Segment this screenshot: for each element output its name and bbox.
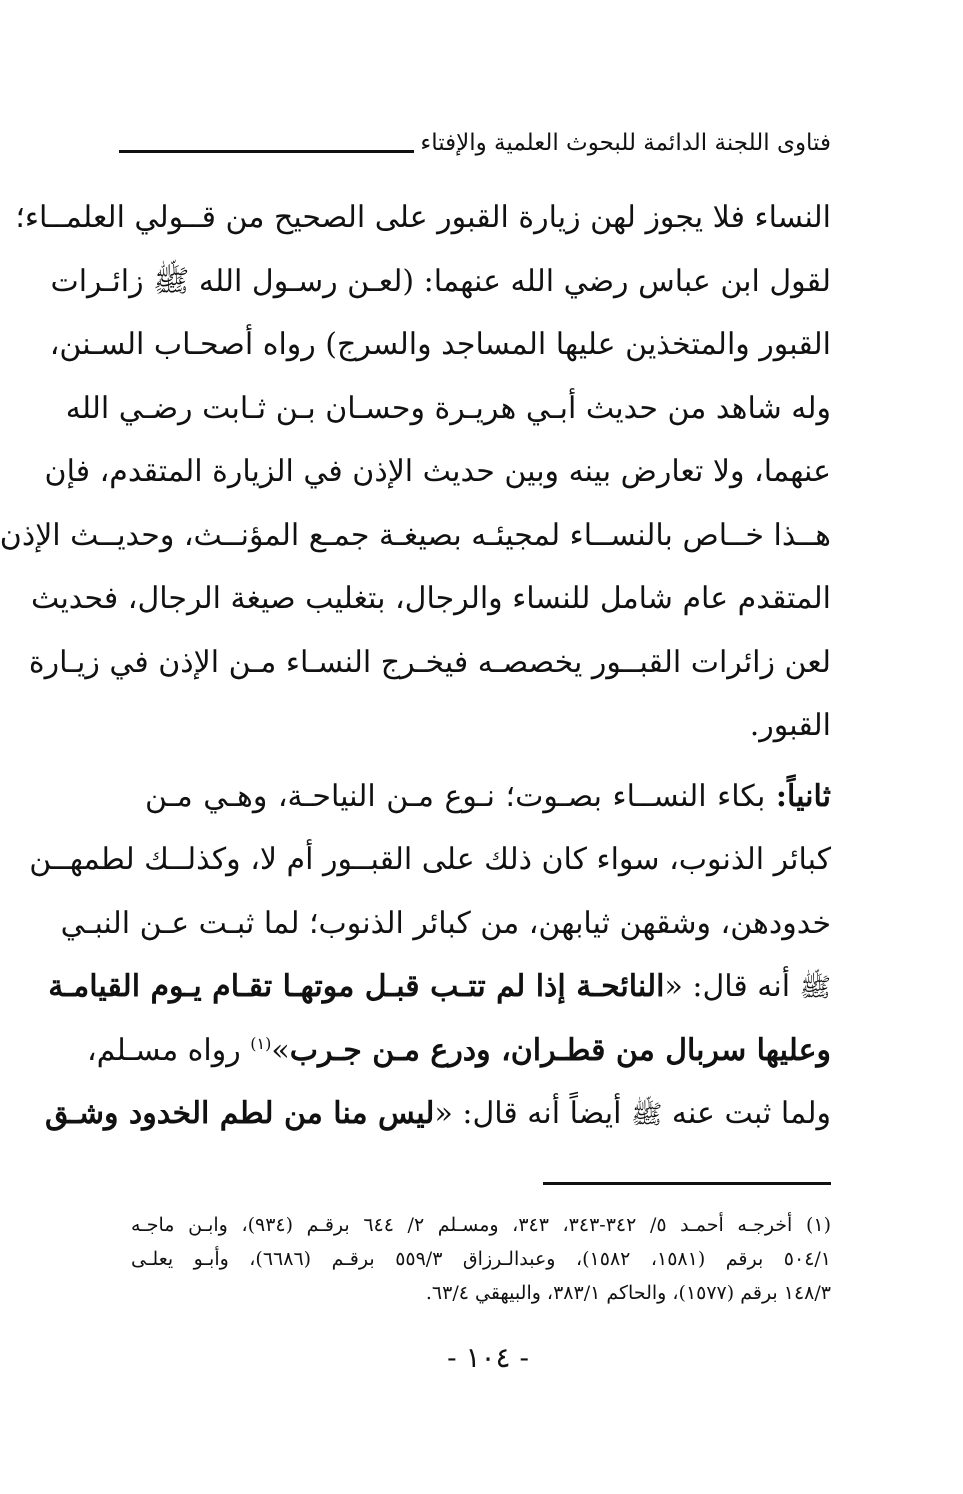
quote-close: » bbox=[271, 1032, 290, 1068]
salla-symbol: ﷺ bbox=[630, 1100, 663, 1130]
paragraph-2-line bbox=[145, 765, 831, 829]
body-text bbox=[0, 186, 831, 1146]
body-line: هــذا خــاص بالنســاء لمجيئـه بصيغـة جمـع المؤنــث، وحديــث الإذن bbox=[0, 517, 831, 553]
text-run: بكاء النســاء بصـوت؛ نـوع مـن النياحـة، وهـي مـن bbox=[145, 778, 776, 814]
hadith-quote: وعليها سربال من قطـران، ودرع مـن جـرب bbox=[289, 1032, 831, 1068]
paragraph-2-line bbox=[86, 1019, 831, 1083]
footnote-line: ١٤٨/٣ برقم (١٥٧٧)، والحاكم ٣٨٣/١، والبيهقي ٦٣/٤. bbox=[425, 1282, 831, 1304]
paragraph-2-line bbox=[48, 955, 831, 1019]
section-marker: ثانياً: bbox=[775, 778, 831, 814]
paragraph-2-line: كبائر الذنوب، سواء كان ذلك على القبــور أم لا، وكذلــك لطمهــن bbox=[29, 842, 831, 877]
salla-symbol: ﷺ bbox=[799, 973, 831, 1003]
body-line: القبور والمتخذين عليها المساجد والسرج) رواه أصحـاب السـنن، bbox=[49, 327, 831, 362]
body-line: لقول ابن عباس رضي الله عنهما: (لعـن رسـول الله ﷺ زائـرات bbox=[50, 263, 831, 299]
footnote-separator bbox=[543, 1182, 831, 1185]
footnote-line: (١) أخرجـه أحمـد ٥/ ٣٤٢-٣٤٣، ٣٤٣، ومسـلم ٢/ ٦٤٤ برقـم (٩٣٤)، وابـن ماجـه bbox=[131, 1214, 831, 1236]
body-line: النساء فلا يجوز لهن زيارة القبور على الصحيح من قــولي العلمــاء؛ bbox=[15, 200, 831, 235]
body-line: لعن زائرات القبــور يخصصـه فيخـرج النسـاء مـن الإذن في زيـارة bbox=[28, 644, 831, 680]
hadith-quote: ليس منا من لطم الخدود وشـق bbox=[45, 1096, 435, 1131]
paragraph-2-line bbox=[45, 1082, 831, 1146]
body-line: القبور. bbox=[749, 708, 831, 743]
text-run: ولما ثبت عنه bbox=[662, 1096, 831, 1131]
hadith-quote: النائحـة إذا لم تتـب قبـل موتهـا تقـام يـوم القيامـة bbox=[48, 969, 665, 1004]
text-run: أيضاً أنه قال: « bbox=[434, 1096, 631, 1131]
header-title: فتاوى اللجنة الدائمة للبحوث العلمية والإفتاء bbox=[414, 128, 831, 158]
paragraph-2-line: خدودهن، وشقهن ثيابهن، من كبائر الذنوب؛ لما ثبـت عـن النبـي bbox=[60, 905, 831, 941]
body-line: وله شاهد من حديث أبـي هريـرة وحسـان بـن ثـابت رضـي الله bbox=[65, 390, 831, 426]
body-line: عنهما، ولا تعارض بينه وبين حديث الإذن في الزيارة المتقدم، فإن bbox=[44, 454, 831, 489]
text-run: رواه مسـلم، bbox=[86, 1032, 251, 1068]
footnote-line: ٥٠٤/١ برقم (١٥٨١، ١٥٨٢)، وعبدالـرزاق ٥٥٩/٣ برقـم (٦٦٨٦)، وأبـو يعلـى bbox=[131, 1248, 832, 1270]
running-header bbox=[119, 128, 831, 162]
footnote-reference: (١) bbox=[250, 1033, 272, 1053]
page-number: - ١٠٤ - bbox=[447, 1341, 529, 1374]
text-run: أنه قال: « bbox=[664, 969, 800, 1004]
body-line: المتقدم عام شامل للنساء والرجال، بتغليب صيغة الرجال، فحديث bbox=[30, 581, 831, 616]
footnotes bbox=[131, 1208, 831, 1310]
